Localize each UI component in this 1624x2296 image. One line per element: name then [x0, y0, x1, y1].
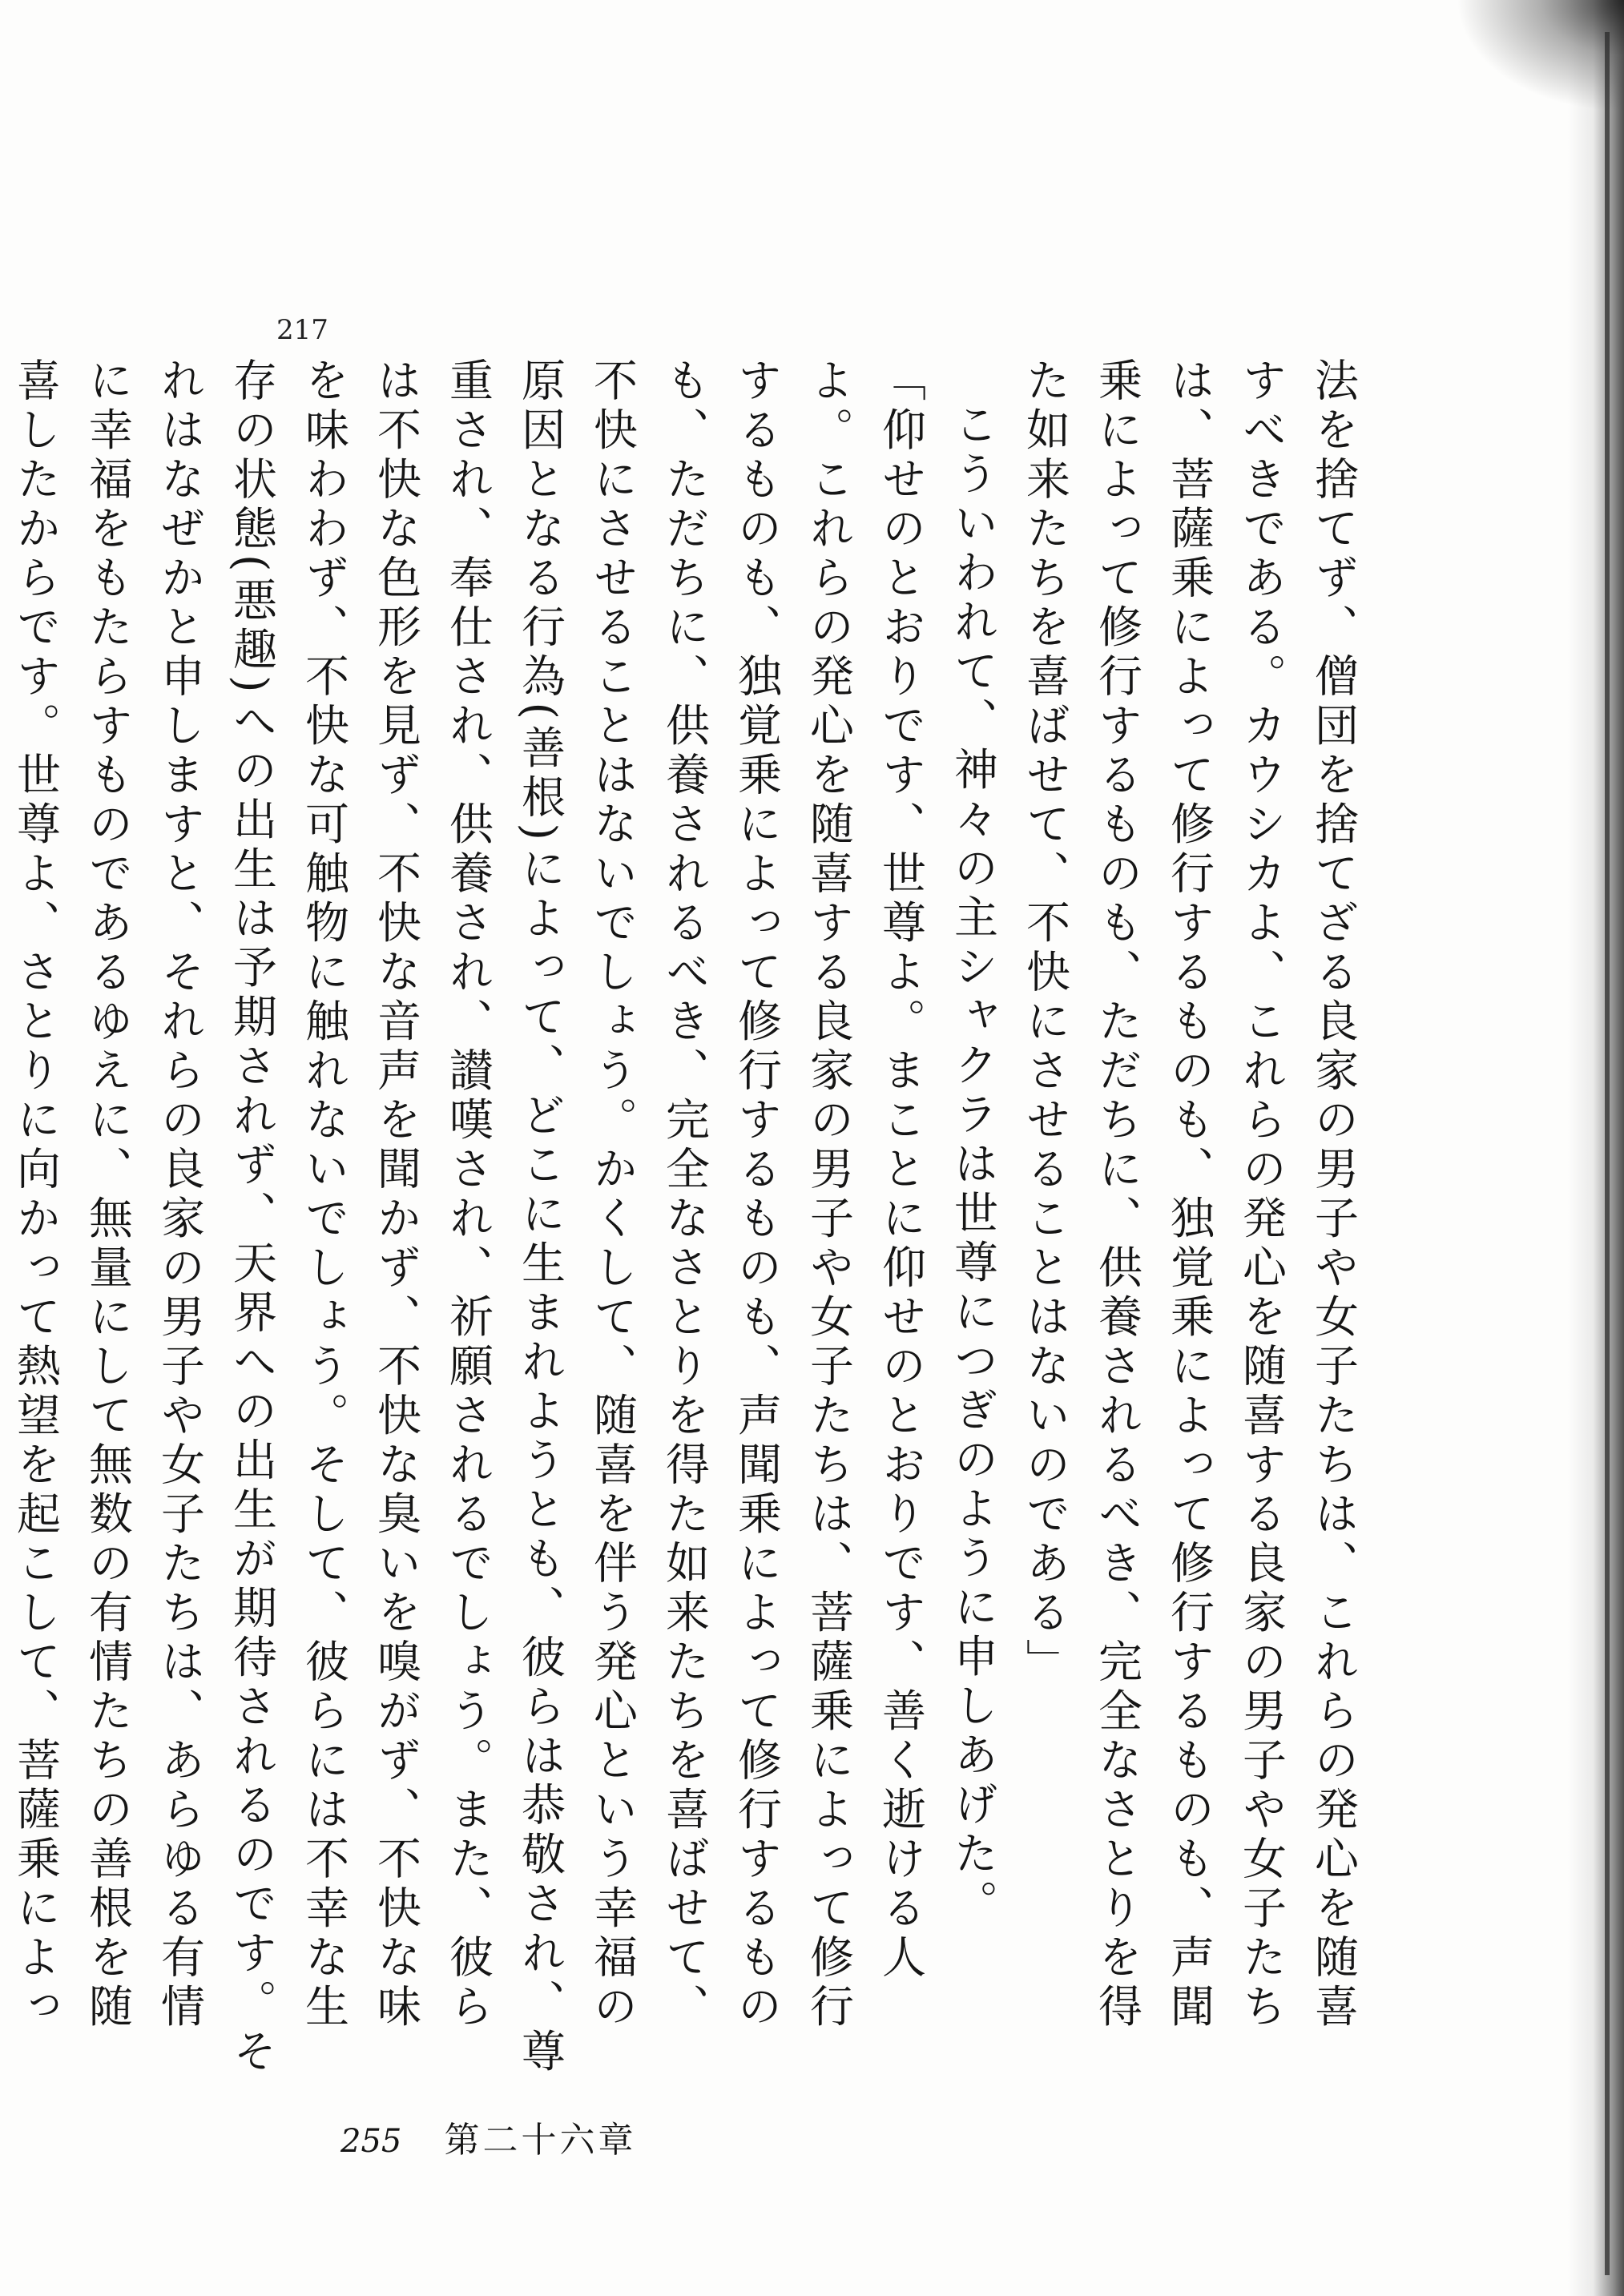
binding-edge-line [1605, 32, 1610, 2275]
binding-shadow [1568, 0, 1624, 2296]
binding-corner-shadow [1456, 0, 1624, 112]
paragraph: こういわれて、神々の主シャクラは世尊につぎのように申しあげた。 [947, 401, 998, 1929]
chapter-title: 第二十六章 [444, 2120, 637, 2161]
original-page-number: 217 [276, 314, 328, 346]
paragraph: 法を捨てず、僧団を捨てざる良家の男子や女子たちは、これらの発心を随喜すべきである。カウシカよ、これらの発心を随喜する良家の男子や女子たちは、菩薩乗によって修行するものも、独覚乗によって修行するものも、声聞乗によって修行するものも、ただちに、供養されるべき、完全なさとりを得た如来たちを喜ばせて、不快にさせることはないのである」 [1019, 357, 1359, 2032]
paragraph: 「仰せのとおりです、世尊よ。まことに仰せのとおりです、善く逝ける人よ。これらの発心を随喜する良家の男子や女子たちは、菩薩乗によって修行するものも、独覚乗によって修行するものも、声聞乗によって修行するものも、ただちに、供養されるべき、完全なさとりを得た如来たちを喜ばせて、不快にさせることはないでしょう。かくして、随喜を伴う発心という幸福の原因となる行為(善根)によって、どこに生まれようとも、彼らは恭敬され、尊重され、奉仕され、供養され、讃嘆され、祈願されるでしょう。また、彼らは不快な色形を見ず、不快な音声を聞かず、不快な臭いを嗅がず、不快な味を味わわず、不快な可触物に触れないでしょう。そして、彼らには不幸な生存の状態(悪趣)への出生は予期されず、天界への出生が期待されるのです。それはなぜかと申しますと、それらの良家の男子や女子たちは、あらゆる有情に幸福をもたらすものであるゆえに、無量にして無数の有情たちの善根を随喜したからです。世尊よ、さとりに向かって熱望を起こして、菩薩乗によっ [10, 357, 926, 2077]
vertical-text-body [0, 357, 1369, 2080]
page-number: 255 [341, 2123, 402, 2160]
page-footer [341, 2111, 636, 2162]
